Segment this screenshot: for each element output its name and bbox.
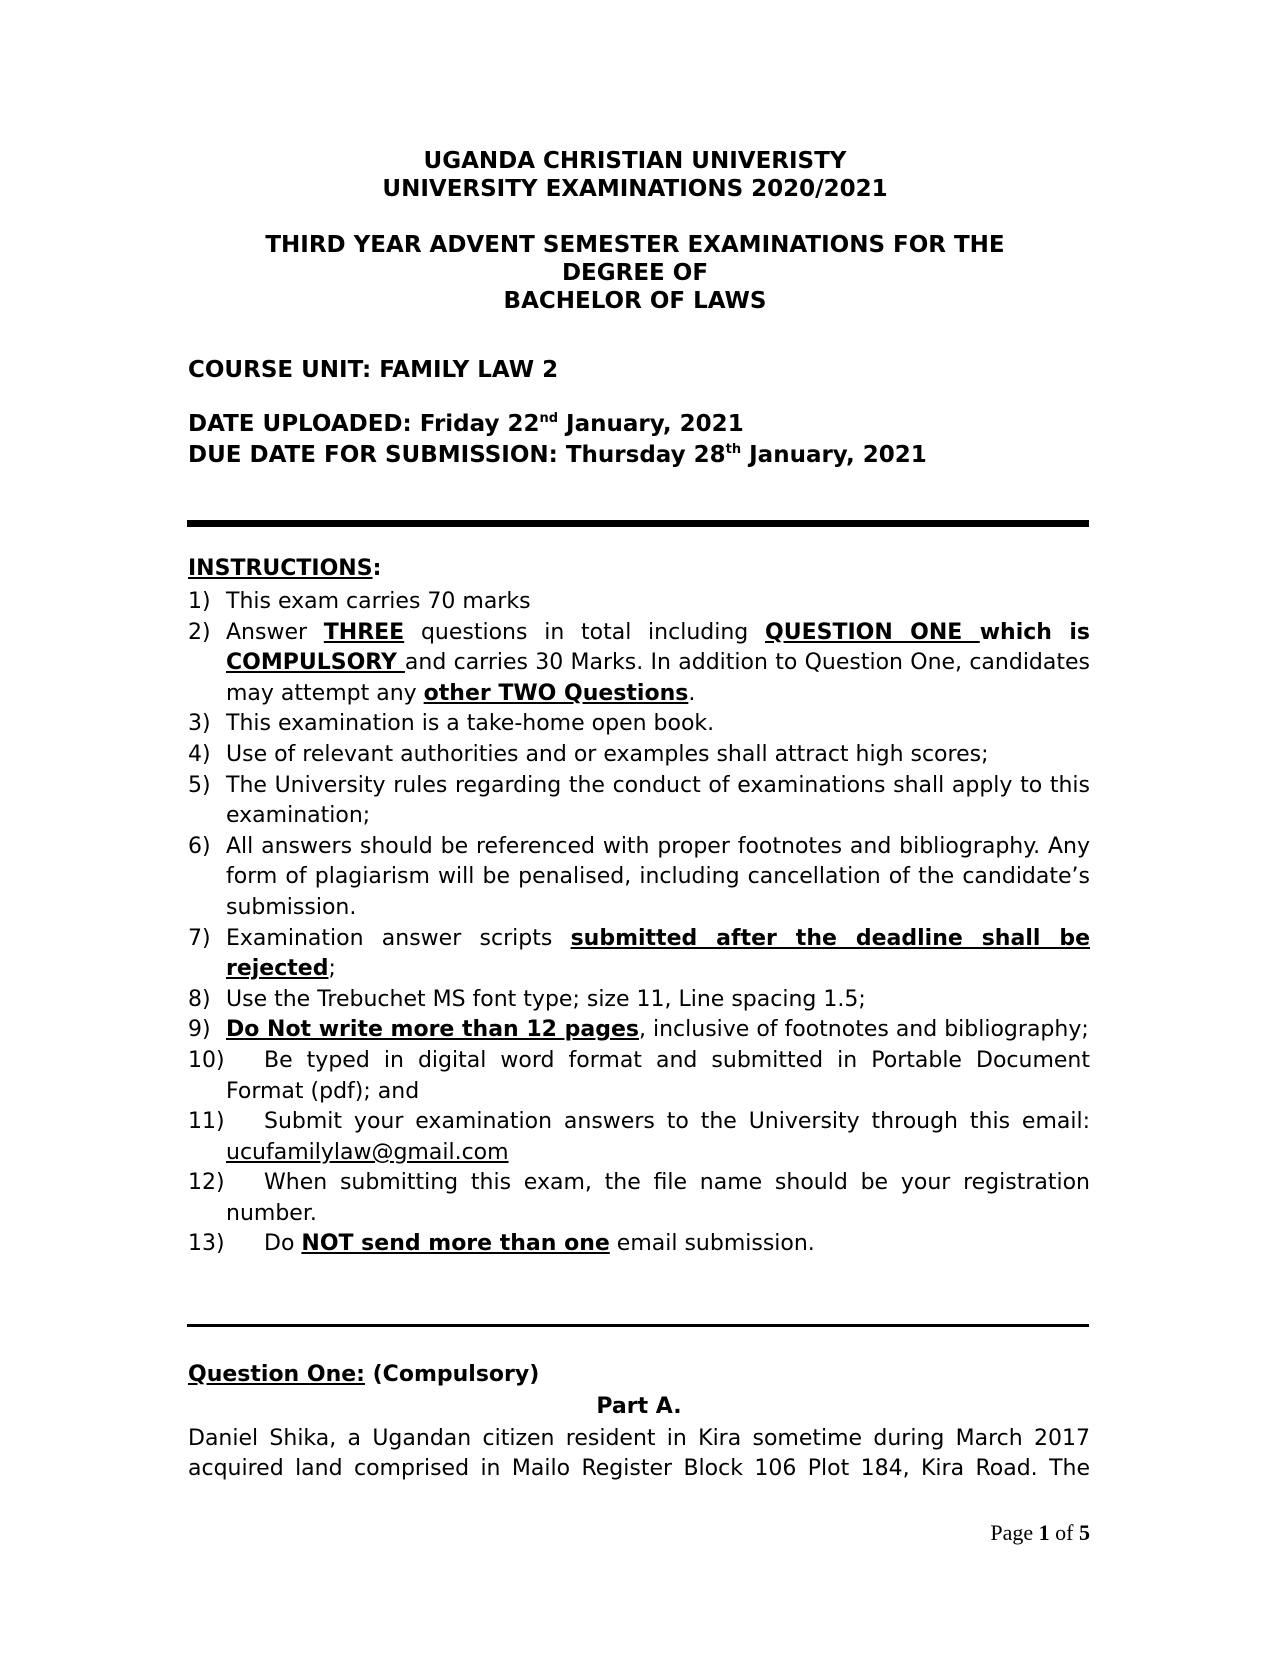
- instructions-list: [188, 587, 1090, 1260]
- exam-title-line2: DEGREE OF: [561, 260, 709, 286]
- question-one-body: Daniel Shika, a Ugandan citizen resident in Kira sometime during March 2017 acquired land comprised in Mailo Register Block 106 Plot 184, Kira Road. The: [188, 1426, 1090, 1481]
- exam-session: UNIVERSITY EXAMINATIONS 2020/2021: [382, 176, 888, 202]
- instruction-item: 4) Use of relevant authorities and or examples shall attract high scores;: [188, 741, 989, 767]
- page-number: Page 1 of 5: [990, 1520, 1090, 1545]
- instruction-item: 1) This exam carries 70 marks: [188, 589, 531, 614]
- instruction-item: 2) Answer THREE questions in total including QUESTION ONE which is COMPULSORY and carries 30 Marks. In addition to Question One, candidates may attempt any other TWO Questions.: [188, 619, 1091, 706]
- instruction-item: 8) Use the Trebuchet MS font type; size 11, Line spacing 1.5;: [188, 986, 866, 1012]
- instruction-item: 13) Do NOT send more than one email submission.: [188, 1231, 815, 1257]
- submission-email-link[interactable]: ucufamilylaw@gmail.com: [226, 1139, 509, 1165]
- degree-name: BACHELOR OF LAWS: [503, 288, 767, 314]
- instruction-item: 10) Be typed in digital word format and submitted in Portable Document Format (pdf); and: [188, 1047, 1090, 1104]
- exam-title-line1: THIRD YEAR ADVENT SEMESTER EXAMINATIONS FOR THE: [265, 232, 1005, 258]
- instruction-item: 5) The University rules regarding the conduct of examinations shall apply to this examination;: [188, 772, 1090, 829]
- question-one-heading: Question One: (Compulsory): [188, 1362, 540, 1387]
- date-uploaded: DATE UPLOADED: Friday 22nd January, 2021: [188, 411, 744, 437]
- instruction-item: 6) All answers should be referenced with proper footnotes and bibliography. Any form of plagiarism will be penalised, including cancellation of the candidate’s submission.: [188, 833, 1090, 920]
- instructions-heading: INSTRUCTIONS:: [188, 556, 382, 581]
- divider-thin: [187, 1324, 1089, 1327]
- instruction-item: 12) When submitting this exam, the file name should be your registration number.: [188, 1170, 1090, 1226]
- due-date: DUE DATE FOR SUBMISSION: Thursday 28th January, 2021: [188, 442, 927, 468]
- divider-thick: [187, 520, 1089, 527]
- part-a-heading: Part A.: [596, 1394, 682, 1419]
- instruction-item: 7) Examination answer scripts submitted after the deadline shall be rejected;: [188, 925, 1091, 982]
- course-unit: COURSE UNIT: FAMILY LAW 2: [188, 357, 559, 383]
- instruction-item: 3) This examination is a take-home open book.: [188, 711, 715, 737]
- university-name: UGANDA CHRISTIAN UNIVERISTY: [423, 148, 847, 174]
- instruction-item: 9) Do Not write more than 12 pages, inclusive of footnotes and bibliography;: [188, 1017, 1089, 1043]
- instruction-item: 11) Submit your examination answers to the University through this email: ucufamilylaw@gmail.com: [188, 1109, 1090, 1165]
